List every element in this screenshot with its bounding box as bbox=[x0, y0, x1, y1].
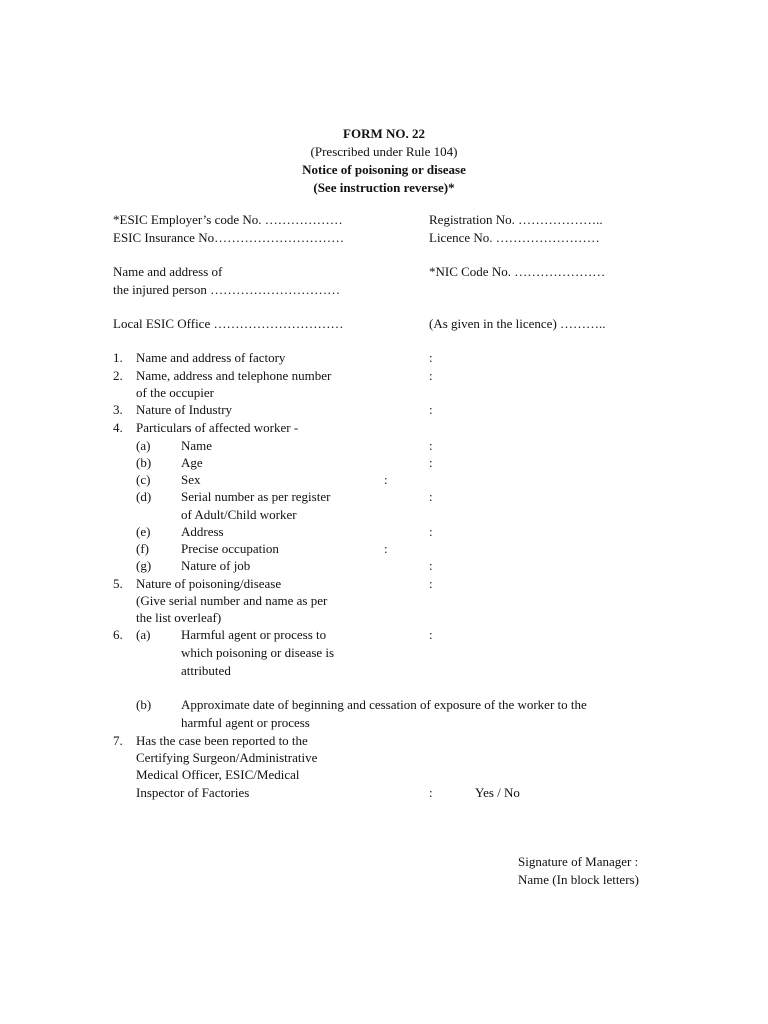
case-reported-label-cont3: Inspector of Factories bbox=[136, 785, 250, 800]
prescribed-rule: (Prescribed under Rule 104) bbox=[310, 144, 458, 159]
colon: : bbox=[429, 455, 433, 470]
nature-of-industry-label: Nature of Industry bbox=[136, 402, 233, 417]
injured-name-address-label: Name and address of bbox=[113, 264, 223, 279]
item-number: 3. bbox=[113, 402, 123, 417]
serial-number-label-cont: of Adult/Child worker bbox=[181, 507, 297, 522]
sub-item-label: (f) bbox=[136, 541, 149, 556]
affected-worker-label: Particulars of affected worker - bbox=[136, 420, 299, 435]
colon: : bbox=[429, 524, 433, 539]
item-number: 4. bbox=[113, 420, 123, 435]
item-number: 6. bbox=[113, 627, 123, 642]
poisoning-disease-note: (Give serial number and name as per bbox=[136, 593, 328, 608]
colon: : bbox=[429, 350, 433, 365]
precise-occupation-label: Precise occupation bbox=[181, 541, 279, 556]
colon: : bbox=[429, 368, 433, 383]
sub-item-label: (g) bbox=[136, 558, 152, 573]
worker-age-label: Age bbox=[181, 455, 203, 470]
colon: : bbox=[384, 472, 388, 487]
manager-signature-label: Signature of Manager : bbox=[518, 854, 639, 869]
colon: : bbox=[429, 489, 433, 504]
worker-sex-label: Sex bbox=[181, 472, 201, 487]
esic-employer-code-field: *ESIC Employer’s code No. ……………… bbox=[113, 212, 343, 227]
sub-item-label: (d) bbox=[136, 489, 152, 504]
worker-name-label: Name bbox=[181, 438, 213, 453]
colon: : bbox=[429, 627, 433, 642]
sub-item-label: (a) bbox=[136, 438, 151, 453]
esic-insurance-field: ESIC Insurance No………………………… bbox=[113, 230, 345, 245]
yes-no-option: Yes / No bbox=[475, 785, 520, 800]
worker-address-label: Address bbox=[181, 524, 224, 539]
item-number: 1. bbox=[113, 350, 123, 365]
case-reported-label-cont: Certifying Surgeon/Administrative bbox=[136, 750, 318, 765]
harmful-agent-label-cont2: attributed bbox=[181, 663, 231, 678]
item-number: 7. bbox=[113, 733, 123, 748]
form-number: FORM NO. 22 bbox=[343, 126, 425, 141]
injured-person-field: the injured person ………………………… bbox=[113, 282, 341, 297]
factory-name-address-label: Name and address of factory bbox=[136, 350, 286, 365]
occupier-details-label-cont: of the occupier bbox=[136, 385, 214, 400]
case-reported-label-cont2: Medical Officer, ESIC/Medical bbox=[136, 767, 300, 782]
item-number: 2. bbox=[113, 368, 123, 383]
sub-item-label: (b) bbox=[136, 455, 152, 470]
poisoning-disease-label: Nature of poisoning/disease bbox=[136, 576, 282, 591]
sub-item-label: (e) bbox=[136, 524, 151, 539]
colon: : bbox=[429, 785, 433, 800]
occupier-details-label: Name, address and telephone number bbox=[136, 368, 332, 383]
serial-number-label: Serial number as per register bbox=[181, 489, 331, 504]
colon: : bbox=[429, 558, 433, 573]
form-title: Notice of poisoning or disease bbox=[302, 162, 466, 177]
case-reported-label: Has the case been reported to the bbox=[136, 733, 308, 748]
nature-of-job-label: Nature of job bbox=[181, 558, 251, 573]
registration-no-field: Registration No. ……………….. bbox=[429, 212, 603, 227]
sub-item-label: (c) bbox=[136, 472, 151, 487]
block-letters-name-label: Name (In block letters) bbox=[518, 872, 639, 887]
poisoning-disease-note-cont: the list overleaf) bbox=[136, 610, 222, 625]
nic-code-field: *NIC Code No. ………………… bbox=[429, 264, 606, 279]
instruction-note: (See instruction reverse)* bbox=[313, 180, 455, 195]
colon: : bbox=[429, 576, 433, 591]
exposure-date-label-cont: harmful agent or process bbox=[181, 715, 310, 730]
sub-item-label: (b) bbox=[136, 697, 152, 712]
as-given-licence-field: (As given in the licence) ……….. bbox=[429, 316, 606, 331]
colon: : bbox=[384, 541, 388, 556]
colon: : bbox=[429, 402, 433, 417]
item-number: 5. bbox=[113, 576, 123, 591]
sub-item-label: (a) bbox=[136, 627, 151, 642]
local-esic-office-field: Local ESIC Office ………………………… bbox=[113, 316, 344, 331]
harmful-agent-label: Harmful agent or process to bbox=[181, 627, 327, 642]
harmful-agent-label-cont: which poisoning or disease is bbox=[181, 645, 335, 660]
exposure-date-label: Approximate date of beginning and cessation of exposure of the worker to the bbox=[181, 697, 587, 712]
colon: : bbox=[429, 438, 433, 453]
licence-no-field: Licence No. …………………… bbox=[429, 230, 600, 245]
